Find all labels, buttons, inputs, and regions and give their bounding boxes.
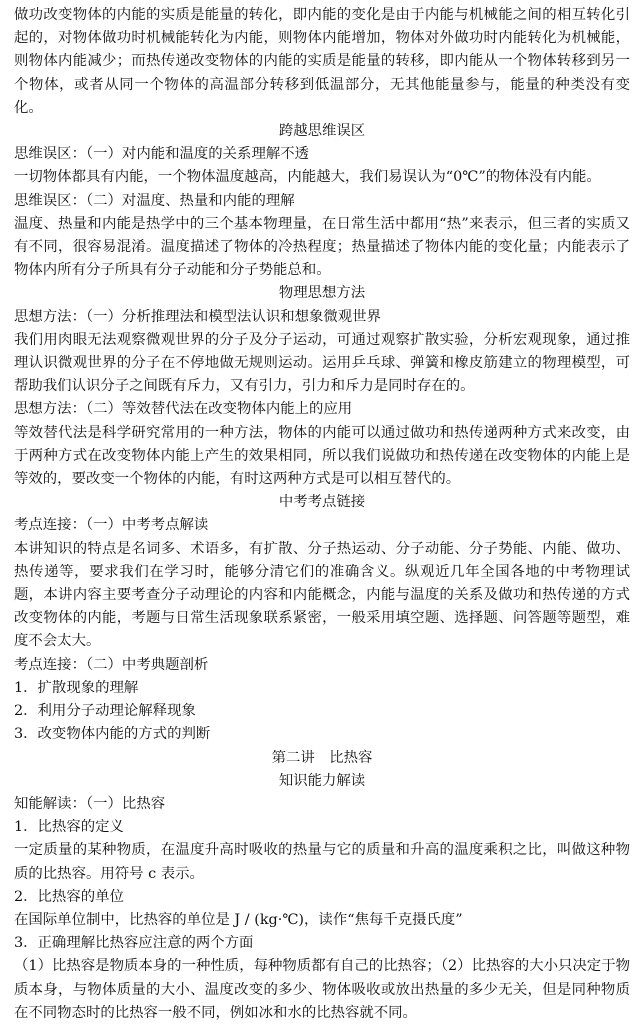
section-heading-exam-links: 中考考点链接 <box>278 494 366 511</box>
para-work-heat-essence: 做功改变物体的内能的实质是能量的转化，即内能的变化是由于内能与机械能之间的相互转化引起的，对物体做功时机械能转化为内能，则物体内能增加，物体对外做功时内能转化为机械能，则物体内能减少；而热传递改变物体的内能的实质是能量的转移，即内能从一个物体转移到另一个物体，或者从同一个物体的高温部分转移到低温部分，无其他能量参与，能量的种类没有变化。 <box>14 7 630 116</box>
para-temp-heat-energy: 温度、热量和内能是热学中的三个基本物理量，在日常生活中都用“热”来表示，但三者的实质又有不同，很容易混淆。温度描述了物体的冷热程度；热量描述了物体内能的变化量；内能表示了物体内所有分子所具有分子动能和分子势能总和。 <box>14 215 630 279</box>
list-item-unit: 2．比热容的单位 <box>14 888 124 905</box>
para-internal-energy-temperature: 一切物体都具有内能，一个物体温度越高，内能越大，我们易误认为“0℃”的物体没有内能。 <box>14 169 601 186</box>
para-definition: 一定质量的某种物质，在温度升高时吸收的热量与它的质量和升高的温度乘积之比，叫做这种物质的比热容。用符号 c 表示。 <box>14 842 630 882</box>
subheading-specific-heat: 知能解读：（一）比热容 <box>14 795 166 812</box>
subheading-mistake-2: 思维误区：（二）对温度、热量和内能的理解 <box>14 192 295 209</box>
section-heading-thinking-mistakes: 跨越思维误区 <box>278 123 366 140</box>
para-two-aspects: （1）比热容是物质本身的一种性质，每种物质都有自己的比热容；（2）比热容的大小只决定于物质本身，与物体质量的大小、温度改变的多少、物体吸收或放出热量的多少无关，但是同种物质在不同物态时的比热容一般不同，例如冰和水的比热容就不同。 <box>14 958 630 1021</box>
list-item-3: 3．改变物体内能的方式的判断 <box>14 726 211 743</box>
list-item-understanding: 3．正确理解比热容应注意的两个方面 <box>14 935 254 952</box>
subheading-method-1: 思想方法：（一）分析推理法和模型法认识和想象微观世界 <box>14 308 381 325</box>
subheading-mistake-1: 思维误区：（一）对内能和温度的关系理解不透 <box>14 146 310 163</box>
section-heading-physics-methods: 物理思想方法 <box>278 285 366 302</box>
subheading-method-2: 思想方法：（二）等效替代法在改变物体内能上的应用 <box>14 401 353 418</box>
list-item-2: 2．利用分子动理论解释现象 <box>14 703 196 720</box>
lecture-title: 第二讲 比热容 <box>271 749 373 766</box>
para-unit: 在国际单位制中，比热容的单位是 J / (kg·℃)，读作“焦每千克摄氏度” <box>14 911 463 928</box>
para-equivalent-substitution: 等效替代法是科学研究常用的一种方法，物体的内能可以通过做功和热传递两种方式来改变，由于两种方式在改变物体内能上产生的效果相同，所以我们说做功和热传递在改变物体的内能上是等效的，要改变一个物体的内能，有时这两种方式是可以相互替代的。 <box>14 424 630 488</box>
list-item-1: 1．扩散现象的理解 <box>14 679 139 696</box>
para-exam-interpretation: 本讲知识的特点是名词多、术语多，有扩散、分子热运动、分子动能、分子势能、内能、做功、热传递等，要求我们在学习时，能够分清它们的准确含义。纵观近几年全国各地的中考物理试题，本讲内容主要考查分子动理论的内容和内能概念，内能与温度的关系及做功和热传递的方式改变物体的内能，考题与日常生活现象联系紧密，一般采用填空题、选择题、问答题等题型，难度不会太大。 <box>14 540 630 650</box>
para-model-method: 我们用肉眼无法观察微观世界的分子及分子运动，可通过观察扩散实验，分析宏观现象，通过推理认识微观世界的分子在不停地做无规则运动。运用乒乓球、弹簧和橡皮筋建立的物理模型，可帮助我们认识分子之间既有斥力，又有引力，引力和斥力是同时存在的。 <box>14 331 630 395</box>
subheading-exam-2: 考点连接：（二）中考典题剖析 <box>14 656 209 673</box>
section-heading-knowledge: 知识能力解读 <box>278 772 366 789</box>
subheading-exam-1: 考点连接：（一）中考考点解读 <box>14 517 209 534</box>
list-item-definition: 1．比热容的定义 <box>14 819 124 836</box>
